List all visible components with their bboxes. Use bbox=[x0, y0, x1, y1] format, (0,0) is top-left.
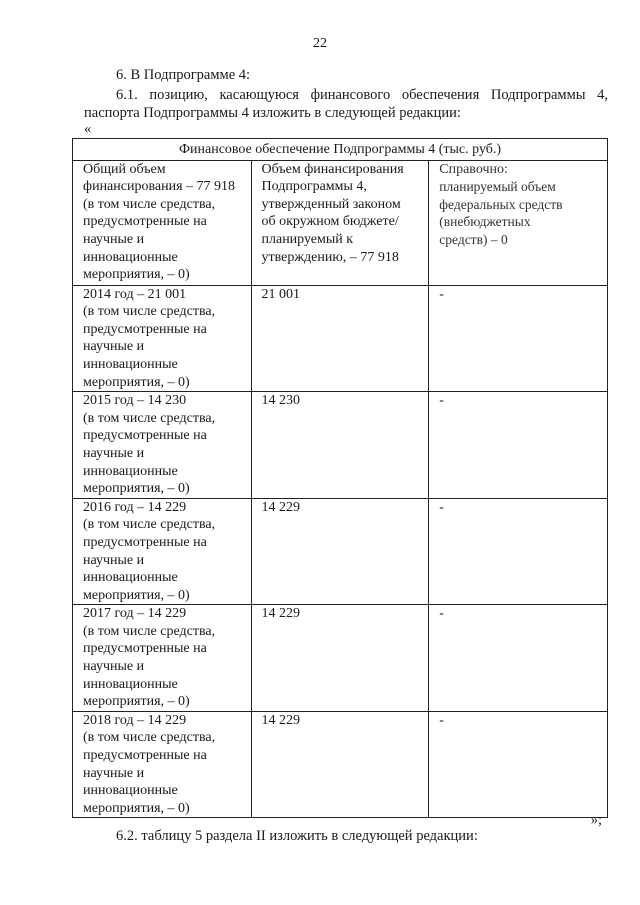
paragraph-word: Подпрограммы bbox=[490, 87, 586, 103]
closing-quote: »; bbox=[590, 812, 602, 828]
budget-cell: 14 229 bbox=[251, 605, 429, 712]
year-line: предусмотренные на bbox=[83, 534, 207, 550]
year-line: научные и bbox=[83, 339, 145, 355]
header-line: об окружном бюджете/ bbox=[261, 214, 399, 230]
year-line: мероприятия, – 0) bbox=[83, 587, 190, 603]
paragraph-6-1-line bbox=[116, 87, 608, 104]
year-line: предусмотренные на bbox=[83, 748, 207, 764]
paragraph-word: касающуюся bbox=[219, 87, 299, 103]
paragraph-word: 6.1. bbox=[116, 87, 138, 103]
budget-cell: 14 230 bbox=[251, 392, 429, 499]
table-row bbox=[73, 285, 608, 392]
year-total-cell bbox=[73, 392, 252, 499]
table-caption-row bbox=[73, 139, 608, 161]
header-federal-reference bbox=[429, 160, 608, 285]
budget-cell: 21 001 bbox=[251, 285, 429, 392]
year-line: (в том числе средства, bbox=[83, 410, 216, 426]
year-line: мероприятия, – 0) bbox=[83, 481, 190, 497]
budget-cell: 14 229 bbox=[251, 711, 429, 818]
header-line: утверждению, – 77 918 bbox=[261, 249, 399, 265]
table-row bbox=[73, 605, 608, 712]
year-line: инновационные bbox=[83, 676, 178, 692]
header-line: мероприятия, – 0) bbox=[83, 267, 190, 283]
table-row bbox=[73, 392, 608, 499]
page-number: 22 bbox=[313, 36, 327, 51]
year-line: предусмотренные на bbox=[83, 641, 207, 657]
header-line: планируемый к bbox=[261, 231, 354, 247]
paragraph-word: 4, bbox=[597, 87, 608, 103]
federal-cell: - bbox=[429, 605, 608, 712]
header-line: Справочно: bbox=[439, 161, 508, 177]
federal-cell: - bbox=[429, 285, 608, 392]
header-line: Подпрограммы 4, bbox=[261, 179, 367, 195]
table-body bbox=[73, 285, 608, 818]
header-line: федеральных средств bbox=[439, 196, 563, 212]
header-total-financing bbox=[73, 160, 252, 285]
opening-quote: « bbox=[84, 121, 92, 137]
year-line: инновационные bbox=[83, 463, 178, 479]
year-line: научные и bbox=[83, 445, 145, 461]
financing-table bbox=[72, 138, 608, 818]
header-budget-financing bbox=[251, 160, 429, 285]
year-total-cell bbox=[73, 605, 252, 712]
header-line: научные и bbox=[83, 231, 145, 247]
year-line: 2017 год – 14 229 bbox=[83, 606, 187, 622]
header-line: предусмотренные на bbox=[83, 214, 207, 230]
federal-cell: - bbox=[429, 711, 608, 818]
year-line: научные и bbox=[83, 765, 145, 781]
table-header-row bbox=[73, 160, 608, 285]
table-row bbox=[73, 711, 608, 818]
year-line: (в том числе средства, bbox=[83, 517, 216, 533]
header-line: планируемый объем bbox=[439, 179, 556, 195]
paragraph-6-2: 6.2. таблицу 5 раздела II изложить в следующей редакции: bbox=[116, 828, 478, 844]
header-line: (в том числе средства, bbox=[83, 196, 216, 212]
year-line: научные и bbox=[83, 552, 145, 568]
year-line: (в том числе средства, bbox=[83, 730, 216, 746]
year-line: (в том числе средства, bbox=[83, 623, 216, 639]
year-line: 2016 год – 14 229 bbox=[83, 499, 187, 515]
section-heading: 6. В Подпрограмме 4: bbox=[116, 67, 251, 83]
year-line: мероприятия, – 0) bbox=[83, 694, 190, 710]
federal-cell: - bbox=[429, 392, 608, 499]
year-line: мероприятия, – 0) bbox=[83, 800, 190, 816]
header-line: утвержденный законом bbox=[261, 196, 401, 212]
year-line: 2014 год – 21 001 bbox=[83, 286, 187, 302]
year-line: 2015 год – 14 230 bbox=[83, 393, 187, 409]
header-line: Объем финансирования bbox=[261, 161, 404, 177]
year-line: научные и bbox=[83, 659, 145, 675]
year-total-cell bbox=[73, 285, 252, 392]
header-line: средств) – 0 bbox=[439, 231, 508, 247]
table-row bbox=[73, 498, 608, 605]
paragraph-word: позицию, bbox=[149, 87, 208, 103]
paragraph-word: обеспечения bbox=[401, 87, 480, 103]
year-line: мероприятия, – 0) bbox=[83, 374, 190, 390]
federal-cell: - bbox=[429, 498, 608, 605]
table-caption: Финансовое обеспечение Подпрограммы 4 (тыс. руб.) bbox=[73, 139, 608, 161]
year-line: инновационные bbox=[83, 356, 178, 372]
header-line: финансирования – 77 918 bbox=[83, 179, 236, 195]
paragraph-6-1-continuation: паспорта Подпрограммы 4 изложить в следующей редакции: bbox=[84, 105, 461, 121]
year-line: предусмотренные на bbox=[83, 321, 207, 337]
year-total-cell bbox=[73, 498, 252, 605]
year-line: инновационные bbox=[83, 783, 178, 799]
year-total-cell bbox=[73, 711, 252, 818]
header-line: (внебюджетных bbox=[439, 214, 531, 230]
header-line: инновационные bbox=[83, 249, 178, 265]
year-line: инновационные bbox=[83, 570, 178, 586]
year-line: 2018 год – 14 229 bbox=[83, 712, 187, 728]
paragraph-word: финансового bbox=[310, 87, 391, 103]
budget-cell: 14 229 bbox=[251, 498, 429, 605]
header-line: Общий объем bbox=[83, 161, 166, 177]
year-line: (в том числе средства, bbox=[83, 304, 216, 320]
year-line: предусмотренные на bbox=[83, 428, 207, 444]
